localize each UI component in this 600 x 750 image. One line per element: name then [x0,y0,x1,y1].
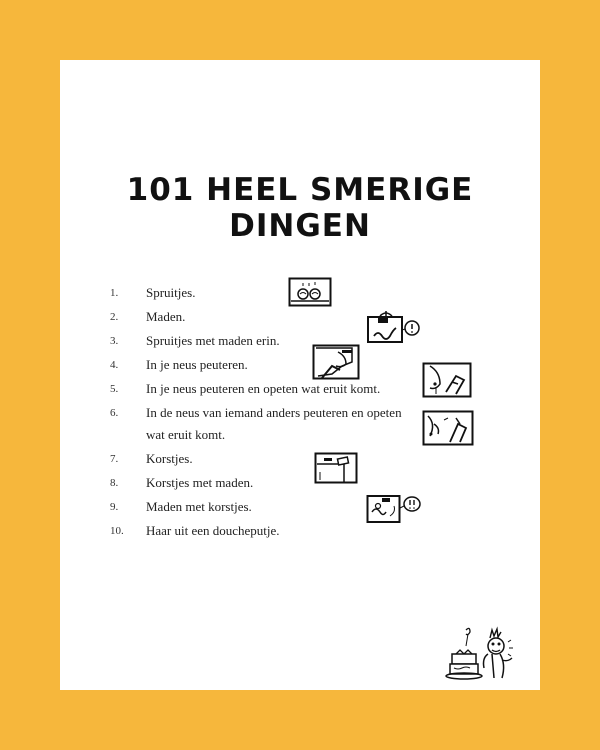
list-item [110,282,430,304]
list-item [110,378,430,400]
scab-sketch-icon [314,452,358,484]
list-item [110,472,430,494]
sprouts-sketch-icon [288,277,332,307]
item-number: 7. [110,453,119,465]
item-number: 1. [110,287,119,299]
item-text: Maden met korstjes. [146,499,252,514]
nose-picking-sketch-icon [312,344,360,380]
nose-eating-sketch-icon [422,362,472,398]
list-item [110,354,430,376]
item-number: 5. [110,383,119,395]
item-text: Haar uit een doucheputje. [146,523,280,538]
item-text: In je neus peuteren en opeten wat eruit komt. [146,381,381,396]
list-item [110,402,406,446]
book-page [60,60,540,690]
maggot-sketch-icon [366,308,422,344]
maggot-scab-sketch-icon [366,492,422,524]
character-cake-sketch-icon [442,624,522,688]
item-text: Korstjes. [146,451,193,466]
item-text: In je neus peuteren. [146,357,248,372]
item-number: 10. [110,525,124,537]
item-text: Spruitjes. [146,285,196,300]
item-number: 4. [110,359,119,371]
item-number: 8. [110,477,119,489]
item-number: 3. [110,335,119,347]
item-number: 6. [110,407,119,419]
page-title [60,172,540,244]
item-text: In de neus van iemand anders peuteren en opeten wat eruit komt. [146,405,402,442]
list-item [110,448,430,470]
item-text: Spruitjes met maden erin. [146,333,280,348]
title-line-1: 101 HEEL SMERIGE [126,172,474,208]
other-nose-sketch-icon [422,410,474,446]
item-text: Korstjes met maden. [146,475,254,490]
item-number: 2. [110,311,119,323]
item-number: 9. [110,501,119,513]
item-text: Maden. [146,309,186,324]
title-line-2: DINGEN [229,208,371,244]
